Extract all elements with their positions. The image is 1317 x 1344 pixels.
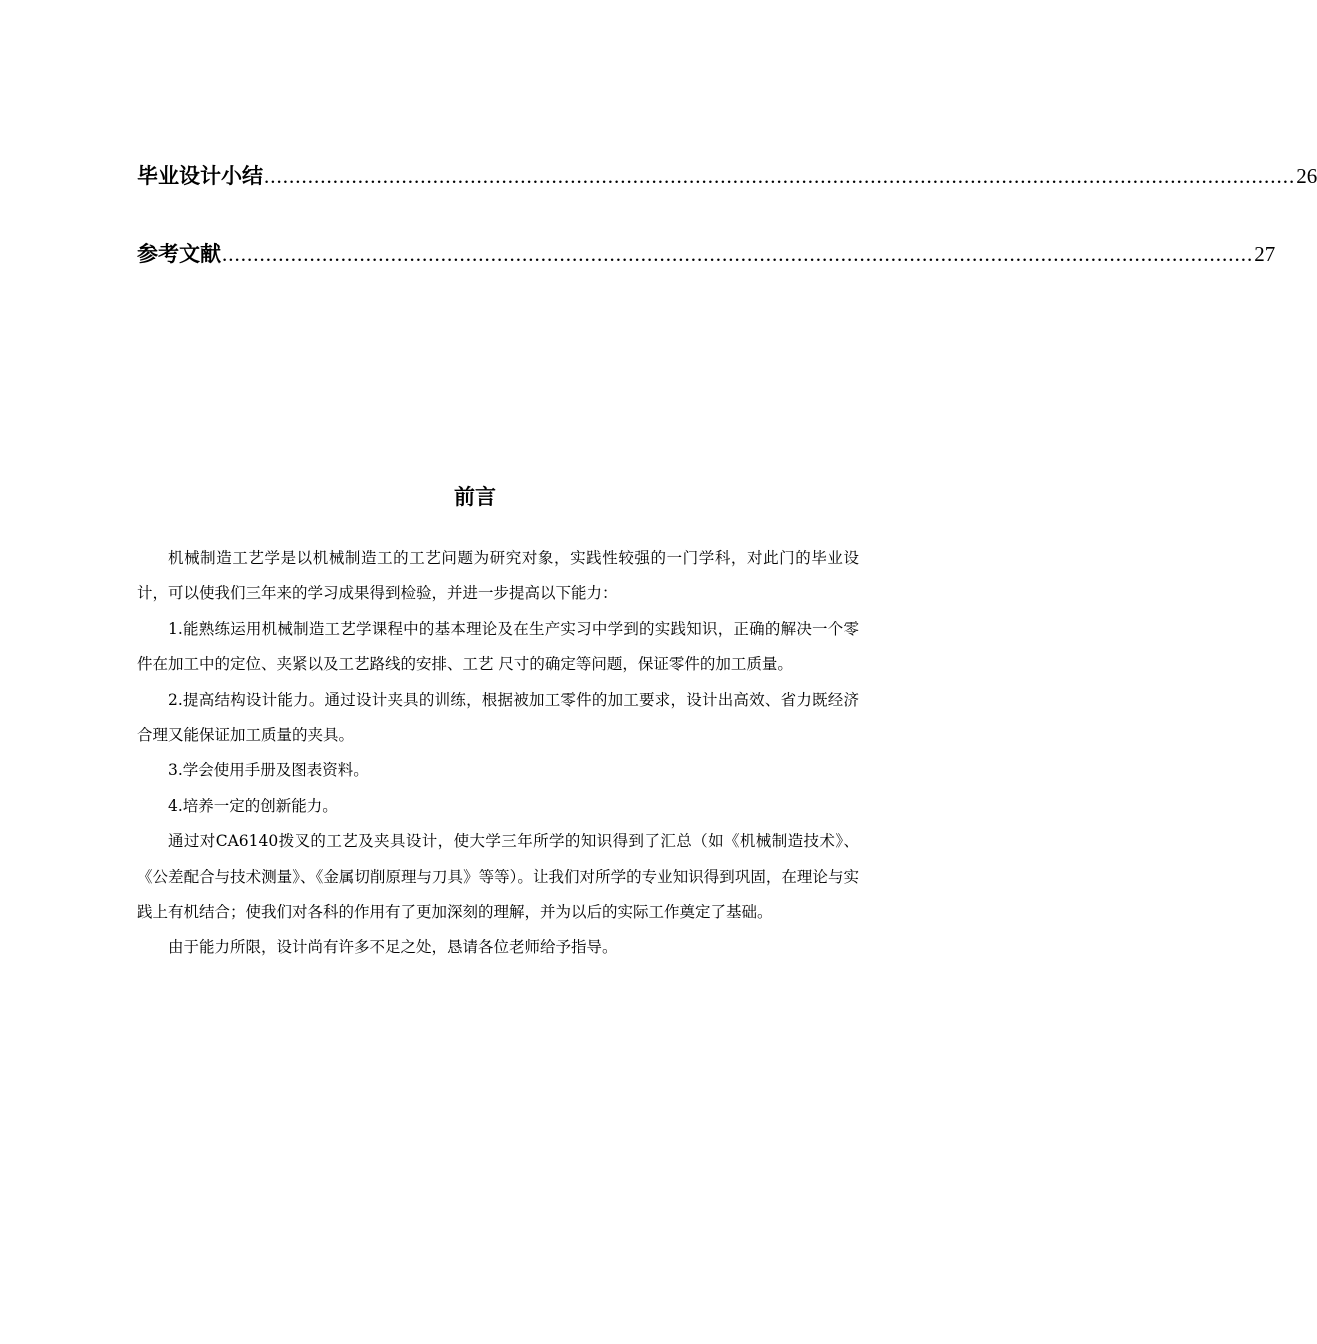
paragraph: 由于能力所限，设计尚有许多不足之处，恳请各位老师给予指导。 bbox=[168, 938, 618, 957]
paragraph: 通过对CA6140拨叉的工艺及夹具设计，使大学三年所学的知识得到了汇总（如《机械制造技术》、《公差配合与技术测量》、《金属切削原理与刀具》等等）。让我们对所学的专业知识得到巩固，在理论与实践上有机结合；使我们对各科的作用有了更加深刻的理解，并为以后的实际工作奠定了基础。 bbox=[137, 832, 859, 922]
toc-title: 参考文献 bbox=[137, 242, 221, 266]
toc-title: 毕业设计小结 bbox=[137, 164, 263, 188]
paragraph: 1.能熟练运用机械制造工艺学课程中的基本理论及在生产实习中学到的实践知识，正确的解决一个零件在加工中的定位、夹紧以及工艺路线的安排、工艺 尺寸的确定等问题，保证零件的加工质量。 bbox=[137, 619, 859, 674]
toc-page-number: 27 bbox=[1254, 242, 1276, 266]
toc-entry-references[interactable] bbox=[137, 238, 1276, 268]
toc-entry-summary[interactable] bbox=[137, 160, 1317, 190]
toc-page-number: 26 bbox=[1296, 164, 1317, 188]
toc-leader-dots: ..................................................................................................................................................................... bbox=[222, 242, 1254, 266]
paragraph: 3.学会使用手册及图表资料。 bbox=[168, 761, 369, 780]
preface-heading: 前言 bbox=[454, 485, 496, 509]
paragraph: 4.培养一定的创新能力。 bbox=[168, 796, 338, 815]
paragraph: 机械制造工艺学是以机械制造工的工艺问题为研究对象，实践性较强的一门学科，对此门的毕业设计，可以使我们三年来的学习成果得到检验，并进一步提高以下能力： bbox=[137, 549, 859, 603]
preface-body bbox=[137, 541, 859, 966]
toc-leader-dots: ..................................................................................................................................................................... bbox=[264, 164, 1296, 188]
paragraph: 2.提高结构设计能力。通过设计夹具的训练，根据被加工零件的加工要求，设计出高效、省力既经济合理又能保证加工质量的夹具。 bbox=[137, 690, 859, 745]
